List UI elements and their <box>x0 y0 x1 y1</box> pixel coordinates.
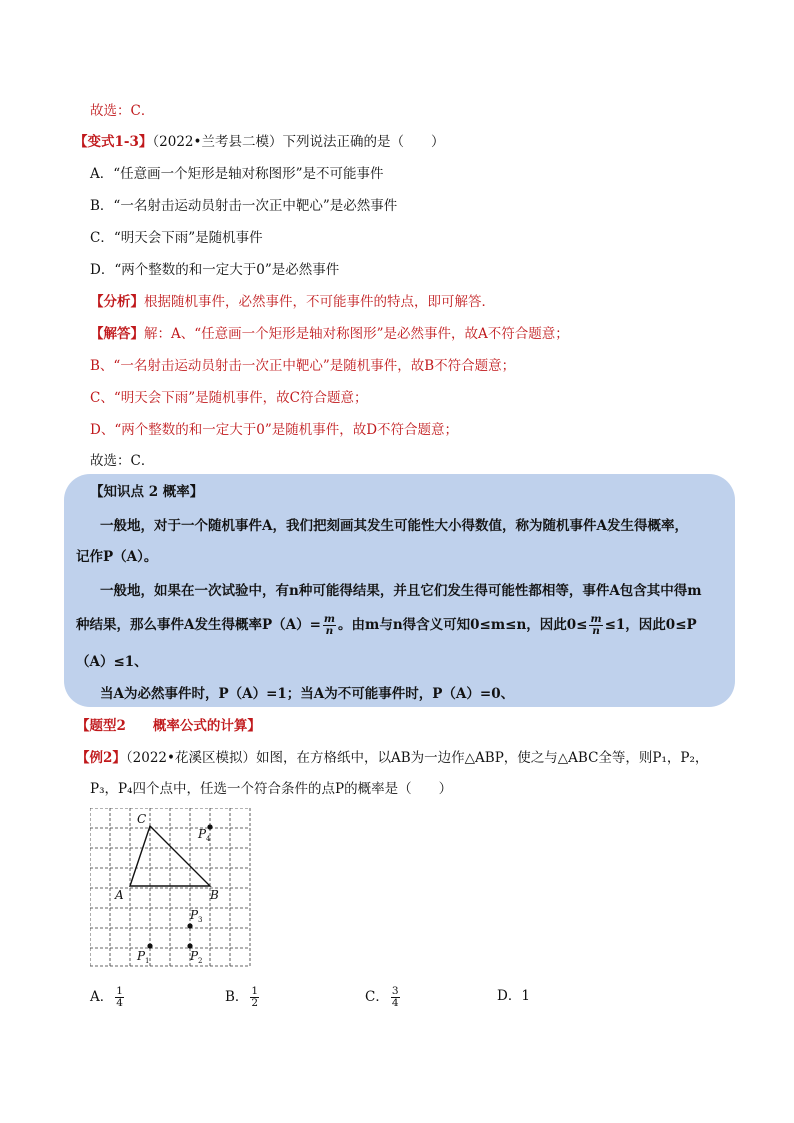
knowledge-p2-c: （A）≤1、 <box>76 654 148 670</box>
point-p3 <box>187 923 192 928</box>
option-text: “两个整数的和一定大于0”是必然事件 <box>114 262 340 278</box>
label-p3: P <box>190 908 199 922</box>
example-text: （2022•花溪区模拟）如图，在方格纸中，以AB为一边作△ABP，使之与△ABC全等，则P₁，P₂， <box>125 750 709 766</box>
knowledge-text: 。由m与n得含义可知0≤m≤n，因此0≤ <box>338 617 588 633</box>
label-p2: P <box>190 949 199 963</box>
option-text: “一名射击运动员射击一次正中靶心”是必然事件 <box>113 198 398 214</box>
solution-tag: 【解答】 <box>90 326 144 342</box>
variant-option-b <box>90 196 397 216</box>
sub-1: 1 <box>145 957 150 965</box>
knowledge-text: ≤1，因此0≤P <box>604 617 697 633</box>
solution-line-2: B、“一名射击运动员射击一次正中靶心”是随机事件，故B不符合题意； <box>90 358 516 374</box>
fraction-m-over-n: $\frac{m}{n}$ <box>323 613 336 637</box>
label-b: B <box>210 888 219 902</box>
variant-answer: 故选：C． <box>90 453 155 469</box>
knowledge-text: 种结果，那么事件A发生得概率P（A）= <box>76 617 321 633</box>
example-line-2: P₃，P₄四个点中，任选一个符合条件的点P的概率是（ ） <box>90 781 453 797</box>
sub-4: 4 <box>206 835 211 843</box>
example-option-a <box>90 986 126 1009</box>
option-letter: D． <box>497 988 522 1004</box>
option-letter: A． <box>90 166 114 182</box>
label-p1: P <box>137 949 146 963</box>
variant-source: （2022•兰考县二模） <box>152 134 283 150</box>
top-answer: 故选：C． <box>90 103 155 119</box>
option-letter: C． <box>365 989 389 1005</box>
solution-text: 解：A、“任意画一个矩形是轴对称图形”是必然事件，故A不符合题意； <box>144 326 569 342</box>
variant-option-c <box>90 228 263 248</box>
sub-3: 3 <box>198 916 203 924</box>
analysis-text: 根据随机事件，必然事件，不可能事件的特点，即可解答． <box>144 294 495 310</box>
solution-line-1 <box>90 324 569 344</box>
fraction: $\frac{1}{2}$ <box>251 985 259 1009</box>
knowledge-p3: 当A为必然事件时，P（A）=1；当A为不可能事件时，P（A）=0、 <box>100 686 515 702</box>
option-text: “任意画一个矩形是轴对称图形”是不可能事件 <box>113 166 384 182</box>
variant-option-a <box>90 164 384 184</box>
analysis-tag: 【分析】 <box>90 294 144 310</box>
option-text: “明天会下雨”是随机事件 <box>113 230 263 246</box>
variant-question <box>74 132 444 152</box>
type-heading: 【题型2 概率公式的计算】 <box>76 718 261 734</box>
example-option-b <box>225 986 261 1009</box>
example-option-c <box>365 986 402 1009</box>
fraction: $\frac{3}{4}$ <box>391 985 399 1009</box>
variant-tag: 【变式1-3】 <box>74 134 153 150</box>
point-p2 <box>187 943 192 948</box>
variant-question-text: 下列说法正确的是（ ） <box>282 134 445 150</box>
fraction: $\frac{1}{4}$ <box>116 985 123 1009</box>
grid-figure <box>90 808 252 968</box>
knowledge-p2-a: 一般地，如果在一次试验中，有n种可能得结果，并且它们发生得可能性都相等，事件A包含其中得m <box>100 583 702 599</box>
example-option-d <box>497 986 530 1006</box>
label-a: A <box>115 888 124 902</box>
fraction-m-over-n: $\frac{m}{n}$ <box>590 613 602 637</box>
option-letter: D． <box>90 262 115 278</box>
label-p4: P <box>198 827 207 841</box>
option-text: 1 <box>521 988 530 1004</box>
solution-line-4: D、“两个整数的和一定大于0”是随机事件，故D不符合题意； <box>90 422 459 438</box>
knowledge-p1-b: 记作P（A）。 <box>76 549 158 565</box>
knowledge-title: 【知识点 2 概率】 <box>90 484 204 500</box>
analysis <box>90 292 495 312</box>
option-letter: C． <box>90 230 114 246</box>
variant-option-d <box>90 260 339 280</box>
solution-line-3: C、“明天会下雨”是随机事件，故C符合题意； <box>90 390 368 406</box>
knowledge-p1-a: 一般地，对于一个随机事件A，我们把刻画其发生可能性大小得数值，称为随机事件A发生得概率， <box>100 518 688 534</box>
example-line-1 <box>76 748 708 768</box>
option-letter: B． <box>90 198 114 214</box>
label-c: C <box>137 812 147 826</box>
point-p4 <box>207 824 212 829</box>
example-tag: 【例2】 <box>76 750 126 766</box>
sub-2: 2 <box>198 957 203 965</box>
option-letter: A． <box>90 989 114 1005</box>
option-letter: B． <box>225 989 249 1005</box>
grid-lines <box>90 808 250 966</box>
knowledge-p2-b <box>76 614 697 637</box>
point-p1 <box>147 943 152 948</box>
